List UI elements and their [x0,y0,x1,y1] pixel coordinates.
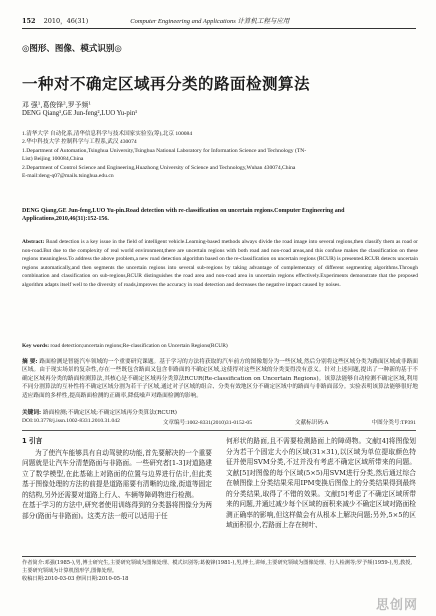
keywords-english [22,342,418,350]
affiliation-line: 2.华中科技大学 控制科学与工程系,武汉 430074 [22,139,137,146]
affiliation-line: 2.Department of Control Science and Engineering,Huazhong University of Science and Technology,Wuhan 430074,China [22,164,296,171]
body-text: 何形状的路面,且不需要检测路面上的障碍物。文献[4]将图像划分为若干个固定大小的区域(31×31),以区域为单位提取颜色特征并使用SVM分类,不过并没有考虑不确定区域所带来的问题。文献[5]对图像的每个区域(5×5)用SVM进行分类,然后通过综合在帧图像上分类结果采用IPM变换后图像上的分类结果得到最终的分类结果,取得了不错的效果。文献[5]考虑了不确定区域所带来的问题,并通过减少每个区域的面积来减少不确定区域对路面检测正确率的影响,但这样做会有从根本上解决问题;另外,5×5的区域面积很小,若路面上存在树叶、 [226,437,416,529]
page-number: 152 [22,16,36,25]
doi: DOI:10.3778/j.issn.1002-8331.2010.31.042 [22,418,120,424]
body-column-left [22,436,212,521]
keywords-cn-label: 关键词: [22,410,42,416]
affiliation-line: 1.Department of Automation,Tsinghua University,Tsinghua National Laboratory for Information Science and Technology (TN- [22,147,307,154]
abstract-label: Abstract: [22,239,45,245]
authors-chinese: 邓 强¹,葛俊锋²,罗予频¹ [22,101,92,109]
header-divider [22,28,416,29]
footnote [22,559,416,584]
affiliations [22,130,418,180]
keywords-label: Key words: [22,343,50,349]
keywords-chinese [22,409,418,417]
received-dates: 收稿日期:2010-03-03 修回日期:2010-05-18 [22,576,129,583]
watermark-logo: 思创网 [376,598,419,613]
abstract-text: Road detection is a key issue in the field of intelligent vehicle.Learning-based methods always divide the road image into several regions,then classify them as road or non-road.But due to the complexity of real world environment,there are uncertain regions with both road and non-road areas,and this confuse makes the classification on these regions meaningless.To address the above problem,a new road detection algorithm based on the re-classification on uncertain regions (RCUR) is presented.RCUR detects uncertain regions automatically,and then segments the uncertain regions into several sub-regions by taking advantage of complementary of different segmenting algorithms.Through combination and classification on sub-regions,RCUR distinguishes the road area and non-road area in uncertain regions effectively.Experiments demonstrate that the proposed algorithm adapts itself well to the diversity of roads,improves the accuracy in road detection and decreases the negative impact caused by noises. [22,239,419,288]
document-code: 文献标识码:A [294,420,329,426]
author-email: E-mail:deng-q07@mails.tsinghua.edu.cn [22,173,114,180]
author-bio: 作者简介:邓强(1985-),男,博士研究生,主要研究领域为图像处理、模式识别等;葛俊锋(1981-),男,博士,讲师,主要研究领域为图像处理、行人检测等;罗予频(1959-),男,教授,主要研究领域为计算机图形学,图像处理。 [22,560,412,575]
section-heading: 1 引言 [22,437,43,445]
body-column-right [226,436,416,531]
page-header [22,14,416,27]
article-number: 文章编号:1002-8331(2010)31-0152-05 [162,420,253,426]
abstract-english [22,238,418,289]
journal-name: Computer Engineering and Applications 计算机工程与应用 [130,18,290,25]
abstract-cn-label: 摘 要: [22,359,38,365]
authors-english: DENG Qiang¹,GE Jun-feng²,LUO Yu-pin¹ [22,110,138,117]
english-citation: DENG Qiang,GE Jun-feng,LUO Yu-pin.Road detection with re-classification on uncertain regions.Computer Engineering and Applications,2010,46(31):152-156. [22,208,345,223]
footnote-divider [22,556,416,557]
affiliation-line: 1.清华大学 自动化系,清华信息科学与技术国家实验室(筹),北京 100084 [22,131,193,137]
abstract-cn-text: 路面检测是智能汽车领域的一个重要研究课题。基于学习的方法将获取的汽车前方的图像划分为一些区域,然后分别将这些区域分类为路面区域或非路面区域。由于现实场景的复杂性,存在一些既包含路面又包含非路面的不确定区域,这使得对这些区域的分类变得没有意义。针对上述问题,提出了一种新的基于不确定区域再分类的路面检测算法,其核心是不确定区域再分类算法RCUR(Re-classification on Uncertain Regions)。该算法能够自动检测不确定区域,利用不同分割算法的互补性将不确定区域分割为若干子区域,通过对子区域的组合、分类有效地区分不确定区域中的路面与非路面部分。实验表明该算法能够很好地适应路面的多样性,提高路面检测的正确率,降低噪声对路面检测的影响。 [22,359,418,399]
article-meta [22,418,416,426]
issue-info: 2010，46(31) [43,17,89,25]
classification-number: 中图分类号:TP391 [371,420,416,426]
section-label: ◎图形、图像、模式识别◎ [22,44,122,54]
paper-title: 一种对不确定区域再分类的路面检测算法 [22,75,311,93]
keywords-text: road detection;uncertain regions;Re-classification on Uncertain Regions(RCUR) [50,343,228,349]
abstract-chinese [22,358,418,400]
body-text: 为了使汽车能够具有自动驾驶的功能,首先要解决的一个重要问题就是让汽车分清楚路面与非路面。一些研究者[1-3]对道路建立了数学模型,在此基础上对路面的位置与边界进行估计,但此类基于图像处理的方法的前提是道路需要有清晰的边缘,街道等固定的结构,另外还需要对道路上行人、车辆等障碍物进行检测。 在基于学习的方法中,研究者使用训练得到的分类器将图像分为两部分(路面与非路面)。这类方法一般可以适用于任 [22,448,212,520]
keywords-cn-text: 路面检测;不确定区域;不确定区域再分类算法(RCUR) [42,410,178,416]
affiliation-line: List) Beijing 100084,China [22,156,84,163]
meta-divider [22,430,416,431]
